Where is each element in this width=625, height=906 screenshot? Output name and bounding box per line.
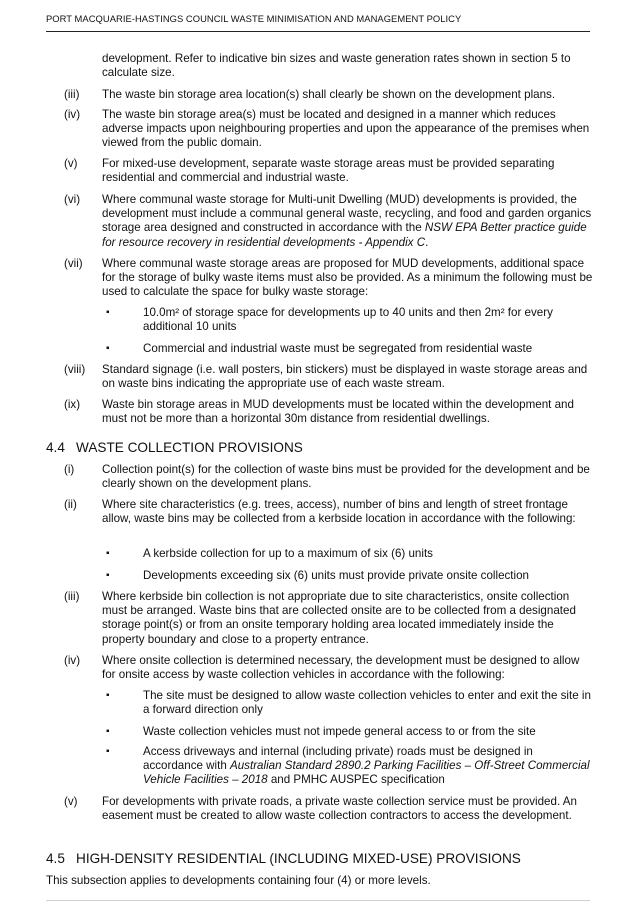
section-title: HIGH-DENSITY RESIDENTIAL (INCLUDING MIXED-USE) PROVISIONS	[76, 851, 521, 866]
item-number: (iii)	[64, 88, 80, 101]
item-text: For mixed-use development, separate waste storage areas must be provided separating residential and commercial and industrial waste.	[102, 157, 555, 185]
section-paragraph: This subsection applies to developments containing four (4) or more levels.	[46, 874, 431, 887]
bullet-text: Commercial and industrial waste must be segregated from residential waste	[143, 342, 533, 355]
bullet-text: Waste collection vehicles must not impede general access to or from the site	[143, 725, 536, 738]
item-number: (viii)	[64, 363, 86, 376]
item-text: Where site characteristics (e.g. trees, access), number of bins and length of street frontage allow, waste bins may be collected from a kerbside location in accordance with the following:	[102, 498, 576, 526]
bullet-text: The site must be designed to allow waste collection vehicles to enter and exit the site in a forward direction only	[143, 689, 591, 717]
item-text: For developments with private roads, a private waste collection service must be provided. An easement must be created to allow waste collection contractors to access the development.	[102, 795, 577, 823]
bullet-marker: ▪	[106, 690, 110, 701]
item-text: Where communal waste storage areas are proposed for MUD developments, additional space for the storage of bulky waste items must also be provided. As a minimum the following must be used to calculate the space for bulky waste storage:	[102, 257, 593, 299]
section-title: WASTE COLLECTION PROVISIONS	[76, 440, 303, 455]
item-number: (iv)	[64, 108, 81, 121]
bullet-text: Developments exceeding six (6) units must provide private onsite collection	[143, 569, 530, 582]
italic-reference: NSW EPA Better practice guide for resource recovery in residential developments - Appendix C	[102, 221, 587, 249]
item-number: (ii)	[64, 498, 77, 511]
running-header: PORT MACQUARIE-HASTINGS COUNCIL WASTE MINIMISATION AND MANAGEMENT POLICY	[46, 13, 462, 24]
item-text: Waste bin storage areas in MUD developments must be located within the development and must not be more than a horizontal 30m distance from residential dwellings.	[102, 398, 574, 426]
item-number: (iv)	[64, 654, 81, 667]
item-number: (v)	[64, 157, 78, 170]
item-text: Where kerbside bin collection is not appropriate due to site characteristics, onsite collection must be arranged. Waste bins that are collected onsite are to be collected from a designated storage point(s) or from an onsite temporary holding area located immediately inside the property boundary and close to a property entrance.	[102, 590, 576, 646]
item-text: Where onsite collection is determined necessary, the development must be designed to allow for onsite access by waste collection vehicles in accordance with the following:	[102, 654, 580, 682]
item-text: Where communal waste storage for Multi-unit Dwelling (MUD) developments is provided, the development must include a communal general waste, recycling, and food and garden organics storage area designed and constructed in accordance with the NSW EPA Better practice guide for resource recovery in residential developments - Appendix C.	[102, 193, 592, 249]
item-number: (vii)	[64, 257, 83, 270]
bullet-text: A kerbside collection for up to a maximum of six (6) units	[143, 547, 433, 560]
item-text: Collection point(s) for the collection of waste bins must be provided for the development and be clearly shown on the development plans.	[102, 463, 590, 491]
bullet-text: 10.0m² of storage space for developments up to 40 units and then 2m² for every additional 10 units	[143, 306, 553, 334]
section-number: 4.5	[46, 851, 65, 866]
item-text: The waste bin storage area(s) must be located and designed in a manner which reduces adverse impacts upon neighbouring properties and upon the appearance of the premises when viewed from the public domain.	[102, 108, 590, 150]
item-number: (ix)	[64, 398, 81, 411]
item-number: (iii)	[64, 590, 80, 603]
bullet-marker: ▪	[106, 307, 110, 318]
bullet-marker: ▪	[106, 570, 110, 581]
item-number: (v)	[64, 795, 78, 808]
bullet-marker: ▪	[106, 548, 110, 559]
italic-reference: Australian Standard 2890.2 Parking Facilities – Off-Street Commercial Vehicle Facilities – 2018	[143, 759, 590, 787]
header-rule	[46, 31, 590, 32]
bullet-marker: ▪	[106, 726, 110, 737]
item-text: The waste bin storage area location(s) shall clearly be shown on the development plans.	[102, 88, 556, 101]
item-number: (i)	[64, 463, 75, 476]
item-number: (vi)	[64, 193, 81, 206]
bullet-marker: ▪	[106, 746, 110, 757]
bullet-text: Access driveways and internal (including private) roads must be designed in accordance with Australian Standard 2890.2 Parking Facilities – Off-Street Commercial Vehicle Facilities – 2018 and PMHC AUSPEC specification	[143, 745, 590, 787]
bullet-marker: ▪	[106, 343, 110, 354]
section-number: 4.4	[46, 440, 65, 455]
section-heading	[46, 851, 521, 867]
item-text: Standard signage (i.e. wall posters, bin stickers) must be displayed in waste storage areas and on waste bins indicating the appropriate use of each waste stream.	[102, 363, 588, 391]
continued-paragraph: development. Refer to indicative bin sizes and waste generation rates shown in section 5 to calculate size.	[102, 52, 571, 80]
footer-rule	[46, 900, 590, 901]
section-heading	[46, 440, 303, 456]
